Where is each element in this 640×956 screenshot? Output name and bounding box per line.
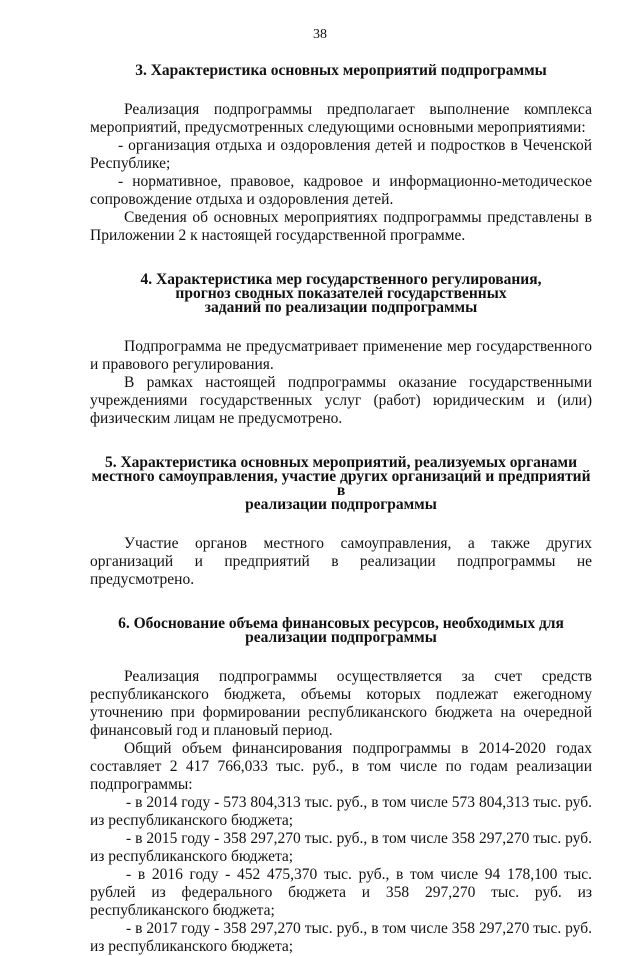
section-4-heading <box>90 273 592 315</box>
paragraph: Реализация подпрограммы предполагает выполнение комплекса мероприятий, предусмотренных следующими основными мероприятиями: <box>90 101 592 136</box>
section-6-heading <box>90 617 592 645</box>
list-item: - нормативное, правовое, кадровое и информационно-методическое сопровождение отдыха и оздоровления детей. <box>90 173 592 208</box>
heading-line: 5. Характеристика основных мероприятий, реализуемых органами <box>104 454 578 471</box>
page-number: 38 <box>313 27 327 42</box>
heading-line: реализации подпрограммы <box>245 496 437 513</box>
section-5-heading <box>90 456 592 512</box>
heading-line: местного самоуправления, участие других организаций и предприятий в <box>91 468 591 499</box>
paragraph: Реализация подпрограммы осуществляется за счет средств республиканского бюджета, объемы которых подлежат ежегодному уточнению при формировании республиканского бюджета на очередной финансовый год и плановый период. <box>90 668 592 739</box>
heading-line: 4. Характеристика мер государственного регулирования, <box>140 271 542 288</box>
heading-line: реализации подпрограммы <box>245 629 437 646</box>
paragraph: Участие органов местного самоуправления, а также других организаций и предприятий в реализации подпрограммы не предусмотрено. <box>90 535 592 588</box>
heading-line: 6. Обоснование объема финансовых ресурсов, необходимых для <box>118 615 564 632</box>
list-item: - в 2015 году - 358 297,270 тыс. руб., в том числе 358 297,270 тыс. руб. из республиканского бюджета; <box>90 830 592 865</box>
page-content <box>90 56 592 956</box>
list-item: - в 2016 году - 452 475,370 тыс. руб., в том числе 94 178,100 тыс. рублей из федерального бюджета и 358 297,270 тыс. руб. из республиканского бюджета; <box>90 866 592 919</box>
list-item: - в 2017 году - 358 297,270 тыс. руб., в том числе 358 297,270 тыс. руб. из республиканского бюджета; <box>90 920 592 955</box>
paragraph: В рамках настоящей подпрограммы оказание государственными учреждениями государственных услуг (работ) юридическим и (или) физическим лицам не предусмотрено. <box>90 374 592 427</box>
paragraph: Сведения об основных мероприятиях подпрограммы представлены в Приложении 2 к настоящей государственной программе. <box>90 209 592 244</box>
paragraph: Подпрограмма не предусматривает применение мер государственного и правового регулирования. <box>90 338 592 373</box>
heading-line: прогноз сводных показателей государственных <box>175 285 507 302</box>
list-item: - организация отдыха и оздоровления детей и подростков в Чеченской Республике; <box>90 137 592 172</box>
paragraph: Общий объем финансирования подпрограммы в 2014-2020 годах составляет 2 417 766,033 тыс. руб., в том числе по годам реализации подпрограммы: <box>90 740 592 793</box>
section-3-heading: 3. Характеристика основных мероприятий подпрограммы <box>135 62 547 79</box>
heading-line: заданий по реализации подпрограммы <box>204 299 478 316</box>
list-item: - в 2014 году - 573 804,313 тыс. руб., в том числе 573 804,313 тыс. руб. из республиканского бюджета; <box>90 794 592 829</box>
